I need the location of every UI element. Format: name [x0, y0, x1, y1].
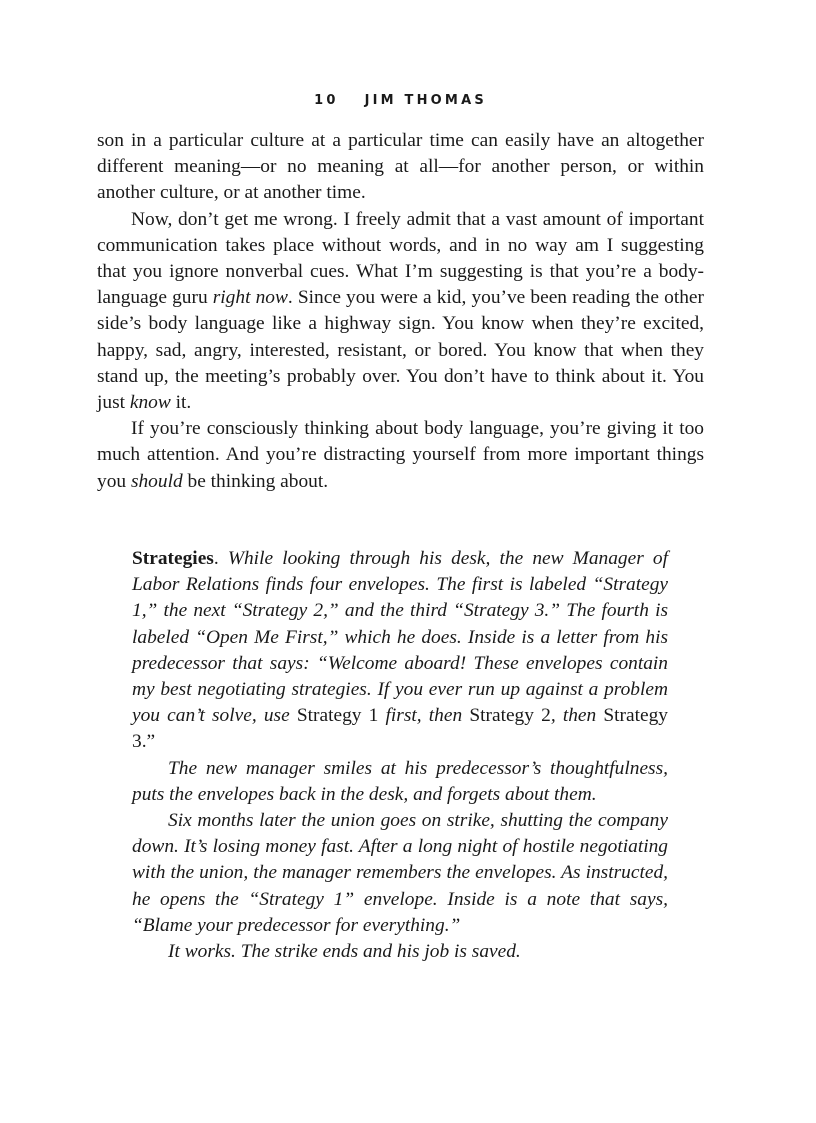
emphasis-should: should: [130, 470, 183, 492]
paragraph-2-text-c: it.: [170, 392, 192, 414]
paragraph-1: [97, 128, 704, 207]
anecdote-paragraph-4: It works. The strike ends and his job is saved.: [168, 941, 521, 963]
anecdote-paragraph-3: Six months later the union goes on strike, shutting the company down. It’s losing money fast. After a long night of hostile negotiating with the union, the manager remembers the envelopes. As instructed, he opens the “Strategy 1” envelope. Inside is a note that says, “Blame your predecessor for everything.”: [132, 810, 668, 936]
anecdote-text-a: While looking through his desk, the new Manager of Labor Relations finds four envelopes. The first is labeled “Strategy 1,” the next “Strategy 2,” and the third “Strategy 3.” The fourth is labeled “Open Me First,” which he does. Inside is a letter from his predecessor that says: “Welcome aboard! These envelopes contain my best negotiating strategies. If you ever run up against a problem you can’t solve, use: [132, 548, 668, 727]
body-text: [97, 128, 704, 495]
emphasis-right-now: right now: [212, 287, 288, 309]
anecdote-text-c: , then: [550, 705, 604, 727]
author-name: JIM THOMAS: [364, 93, 487, 108]
anecdote-paragraph-1: [132, 546, 668, 756]
book-page: [97, 0, 704, 1123]
paragraph-1-text: son in a particular culture at a particular time can easily have an altogether different meaning—or no meaning at all—for another person, or within another culture, or at another time.: [97, 130, 704, 204]
paragraph-3: [97, 416, 704, 495]
paragraph-3-text-b: be thinking about.: [182, 470, 329, 492]
page-number: 10: [314, 93, 339, 108]
running-head: [97, 93, 704, 108]
anecdote-strategy-2: Strategy 2: [469, 705, 551, 727]
paragraph-2-text-a: Now, don’t get me wrong. I freely admit that a vast amount of important communication takes place without words, and in no way am I suggesting that you ignore nonverbal cues. What I’m suggesting is that you’re a body-language guru: [97, 208, 704, 309]
anecdote-heading: Strategies: [132, 548, 214, 569]
anecdote-strategy-3: Strategy 3.”: [132, 705, 668, 753]
emphasis-know: know: [129, 392, 171, 414]
anecdote-paragraph-2: The new manager smiles at his predecessor’s thoughtfulness, puts the envelopes back in the desk, and forgets about them.: [132, 757, 668, 805]
paragraph-2-text-b: . Since you were a kid, you’ve been reading the other side’s body language like a highway sign. You know when they’re excited, happy, sad, angry, interested, resistant, or bored. You know that when they stand up, the meeting’s probably over. You don’t have to think about it. You just: [97, 287, 704, 414]
anecdote-heading-period: .: [213, 548, 219, 569]
strategies-anecdote: [132, 546, 668, 965]
anecdote-text-b: first, then: [378, 705, 470, 727]
paragraph-3-text-a: If you’re consciously thinking about body language, you’re giving it too much attention. And you’re distracting yourself from more important things you: [97, 418, 704, 492]
paragraph-2: [97, 207, 704, 417]
anecdote-strategy-1: Strategy 1: [296, 705, 379, 727]
